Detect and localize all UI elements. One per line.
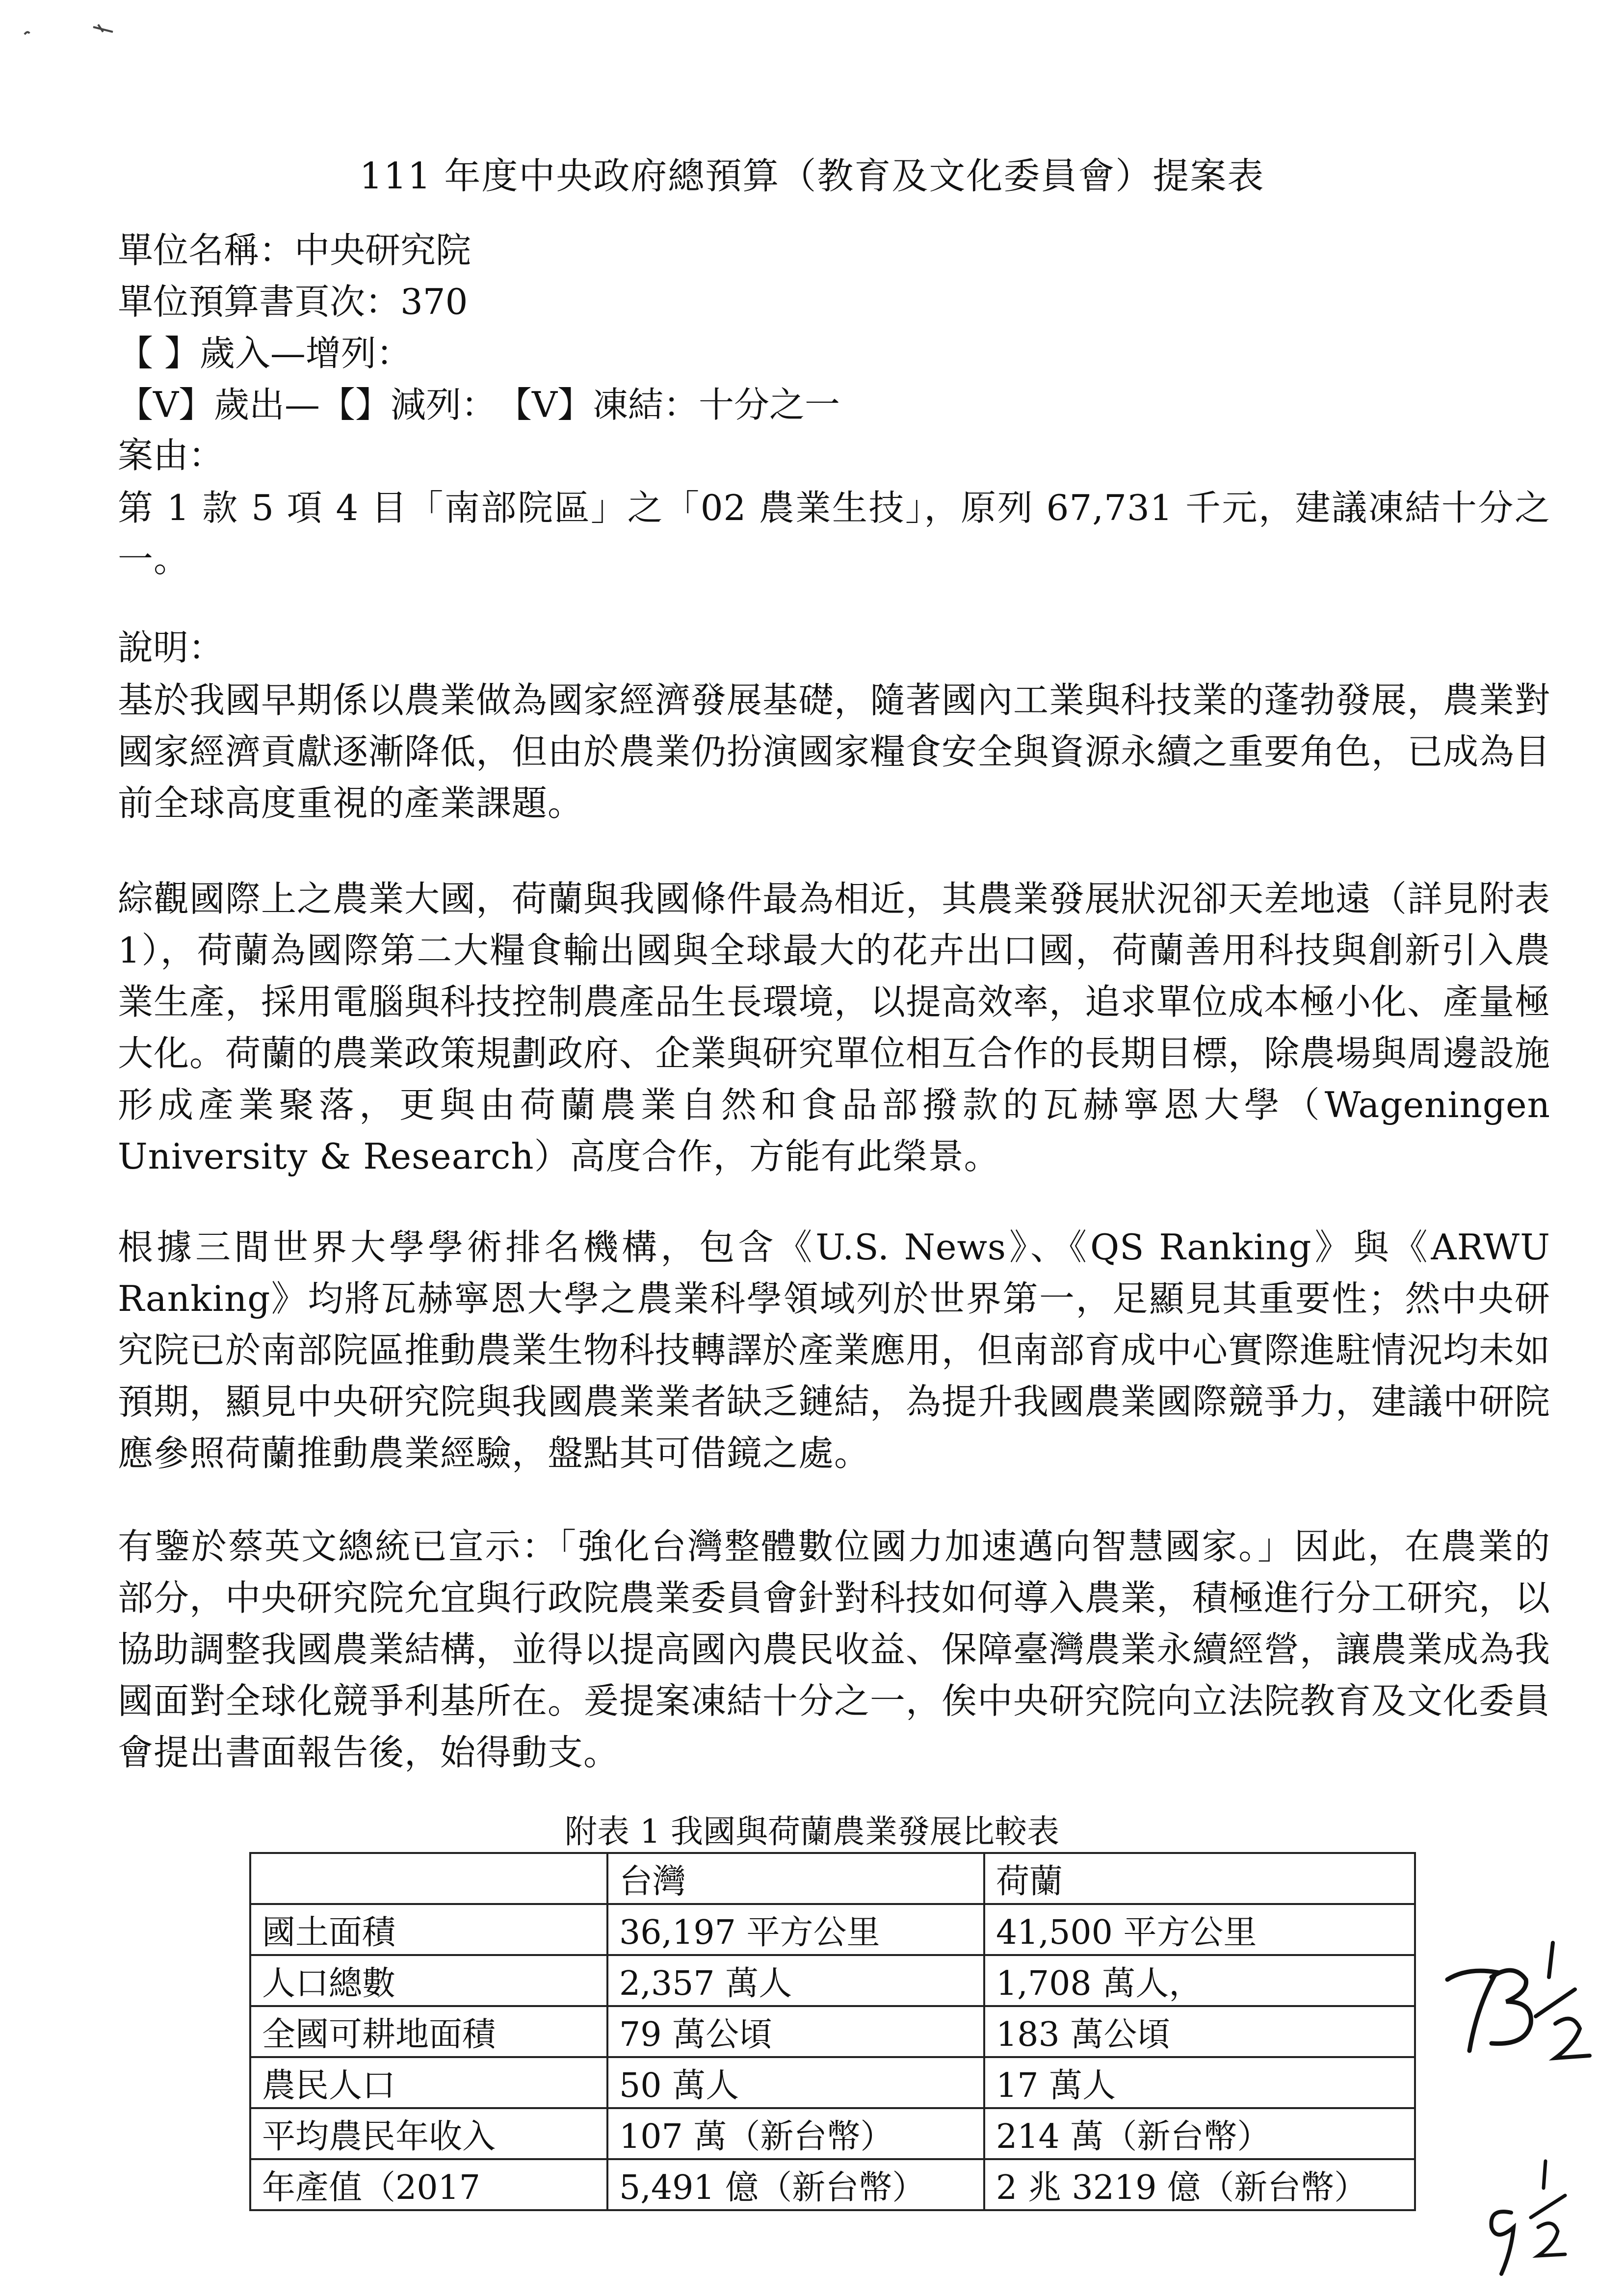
table-cell: 50 萬人	[607, 2057, 984, 2108]
table-cell: 79 萬公頃	[607, 2006, 984, 2057]
comparison-table	[249, 1852, 1416, 2211]
expenditure-line: 【V】歲出—【】減列： 【V】凍結：十分之一	[118, 384, 840, 425]
table-cell: 183 萬公頃	[984, 2006, 1415, 2057]
table-cell: 107 萬（新台幣）	[607, 2108, 984, 2159]
table-caption: 附表 1 我國與荷蘭農業發展比較表	[565, 1813, 1059, 1851]
explanation-paragraph-1: 基於我國早期係以農業做為國家經濟發展基礎，隨著國內工業與科技業的蓬勃發展，農業對國家經濟貢獻逐漸降低，但由於農業仍扮演國家糧食安全與資源永續之重要角色，已成為目前全球高度重視的產業課題。	[118, 679, 1551, 824]
reason-label: 案由：	[118, 435, 224, 476]
handwritten-page-number	[1438, 1933, 1595, 2090]
scan-speck-mark	[20, 15, 118, 44]
table-cell: 全國可耕地面積	[250, 2006, 607, 2057]
table-cell: 農民人口	[250, 2057, 607, 2108]
table-row	[250, 2159, 1415, 2210]
table-row	[250, 2057, 1415, 2108]
table-cell: 平均農民年收入	[250, 2108, 607, 2159]
table-cell: 1,708 萬人，	[984, 1955, 1415, 2006]
table-header-row	[250, 1853, 1415, 1904]
explanation-paragraph-2: 綜觀國際上之農業大國，荷蘭與我國條件最為相近，其農業發展狀況卻天差地遠（詳見附表 1），荷蘭為國際第二大糧食輸出國與全球最大的花卉出口國，荷蘭善用科技與創新引入農業生產，採用電腦與科技控制農產品生長環境，以提高效率，追求單位成本極小化、產量極大化。荷蘭的農業政策規劃政府、企業與研究單位相互合作的長期目標，除農場與周邊設施形成產業聚落，更與由荷蘭農業自然和食品部撥款的瓦赫寧恩大學（Wageningen University & Research）高度合作，方能有此榮景。	[118, 878, 1551, 1177]
unit-name: 單位名稱：中央研究院	[118, 230, 471, 271]
table-cell: 36,197 平方公里	[607, 1904, 984, 1955]
table-cell: 年產值（2017	[250, 2159, 607, 2210]
revenue-line: 【 】歲入—增列：	[118, 333, 412, 374]
explanation-paragraph-3: 根據三間世界大學學術排名機構，包含《U.S. News》、《QS Ranking》與《ARWU Ranking》均將瓦赫寧恩大學之農業科學領域列於世界第一，足顯見其重要性；然中央研究院已於南部院區推動農業生物科技轉譯於產業應用，但南部育成中心實際進駐情況均未如預期，顯見中央研究院與我國農業業者缺乏鏈結，為提升我國農業國際競爭力，建議中研院應參照荷蘭推動農業經驗，盤點其可借鏡之處。	[118, 1226, 1551, 1474]
explanation-paragraph-4: 有鑒於蔡英文總統已宣示：「強化台灣整體數位國力加速邁向智慧國家。」因此，在農業的部分，中央研究院允宜與行政院農業委員會針對科技如何導入農業，積極進行分工研究，以協助調整我國農業結構，並得以提高國內農民收益、保障臺灣農業永續經營，讓農業成為我國面對全球化競爭利基所在。爰提案凍結十分之一，俟中央研究院向立法院教育及文化委員會提出書面報告後，始得動支。	[118, 1526, 1551, 1773]
table-row	[250, 1955, 1415, 2006]
explanation-label: 說明：	[118, 627, 224, 668]
table-cell: 2,357 萬人	[607, 1955, 984, 2006]
table-cell: 41,500 平方公里	[984, 1904, 1415, 1955]
table-cell: 5,491 億（新台幣）	[607, 2159, 984, 2210]
document-title: 111 年度中央政府總預算（教育及文化委員會）提案表	[359, 155, 1265, 197]
table-row	[250, 1904, 1415, 1955]
table-cell: 2 兆 3219 億（新台幣）	[984, 2159, 1415, 2210]
handwritten-sub-mark	[1477, 2154, 1580, 2281]
table-row	[250, 2108, 1415, 2159]
table-header-cell: 荷蘭	[984, 1853, 1415, 1904]
table-cell: 214 萬（新台幣）	[984, 2108, 1415, 2159]
budget-page-number: 單位預算書頁次：370	[118, 281, 468, 322]
table-cell: 17 萬人	[984, 2057, 1415, 2108]
table-cell: 國土面積	[250, 1904, 607, 1955]
table-cell: 人口總數	[250, 1955, 607, 2006]
reason-text: 第 1 款 5 項 4 目「南部院區」之「02 農業生技」，原列 67,731 千元，建議凍結十分之一。	[118, 487, 1550, 580]
table-row	[250, 2006, 1415, 2057]
table-header-cell: 台灣	[607, 1853, 984, 1904]
table-header-cell	[250, 1853, 607, 1904]
